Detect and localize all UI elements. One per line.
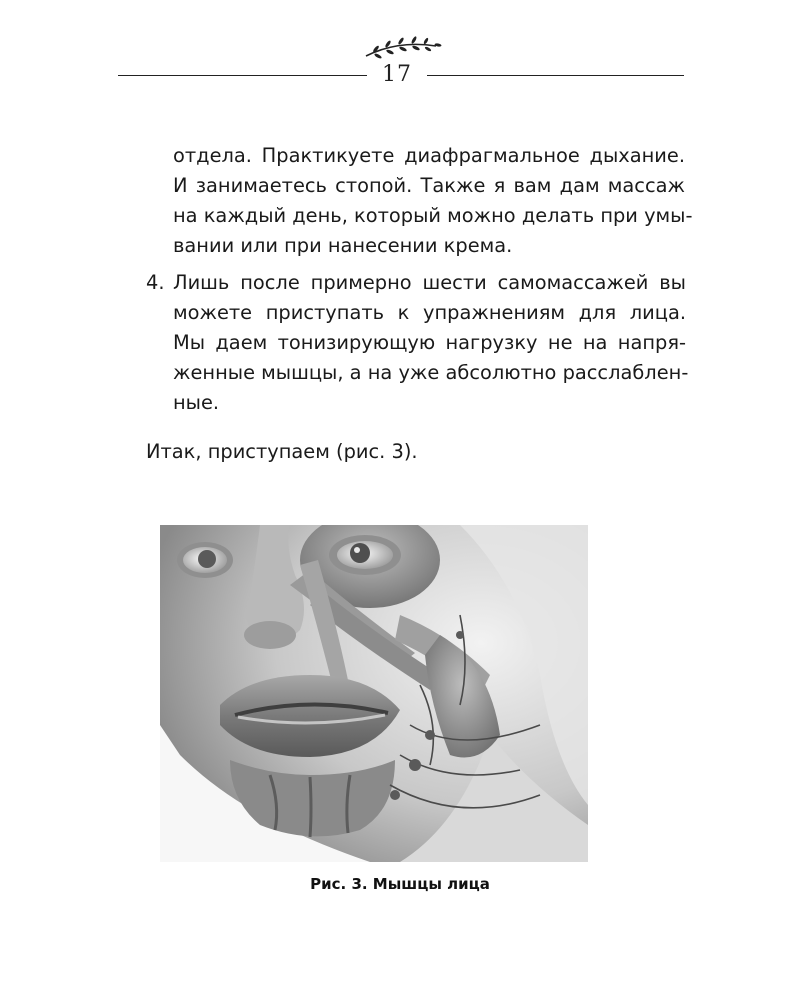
text-line: ные. bbox=[173, 391, 220, 414]
text-line: отдела. Практикуете диафрагмальное дыхание. bbox=[173, 144, 685, 167]
text-line: И занимаетесь стопой. Также я вам дам массаж bbox=[173, 174, 685, 197]
facial-muscles-figure bbox=[160, 525, 588, 862]
text-line: Мы даем тонизирующую нагрузку не на напря- bbox=[173, 331, 686, 354]
list-item-number: 4. bbox=[146, 271, 165, 294]
continuation-paragraph bbox=[173, 141, 693, 261]
text-line: можете приступать к упражнениям для лица. bbox=[173, 301, 686, 324]
text-line: вании или при нанесении крема. bbox=[173, 234, 513, 257]
intro-sentence: Итак, приступаем (рис. 3). bbox=[146, 440, 418, 463]
page-number: 17 bbox=[382, 62, 412, 87]
list-item-body bbox=[173, 268, 689, 418]
text-line: Лишь после примерно шести самомассажей вы bbox=[173, 271, 686, 294]
header-rule-left bbox=[118, 75, 367, 76]
page-header bbox=[0, 0, 800, 110]
text-line: на каждый день, который можно делать при умы- bbox=[173, 204, 693, 227]
facial-muscles-illustration bbox=[160, 525, 588, 862]
figure-caption: Рис. 3. Мышцы лица bbox=[310, 875, 490, 893]
header-rule-right bbox=[427, 75, 684, 76]
text-line: женные мышцы, а на уже абсолютно расслаблен- bbox=[173, 361, 689, 384]
